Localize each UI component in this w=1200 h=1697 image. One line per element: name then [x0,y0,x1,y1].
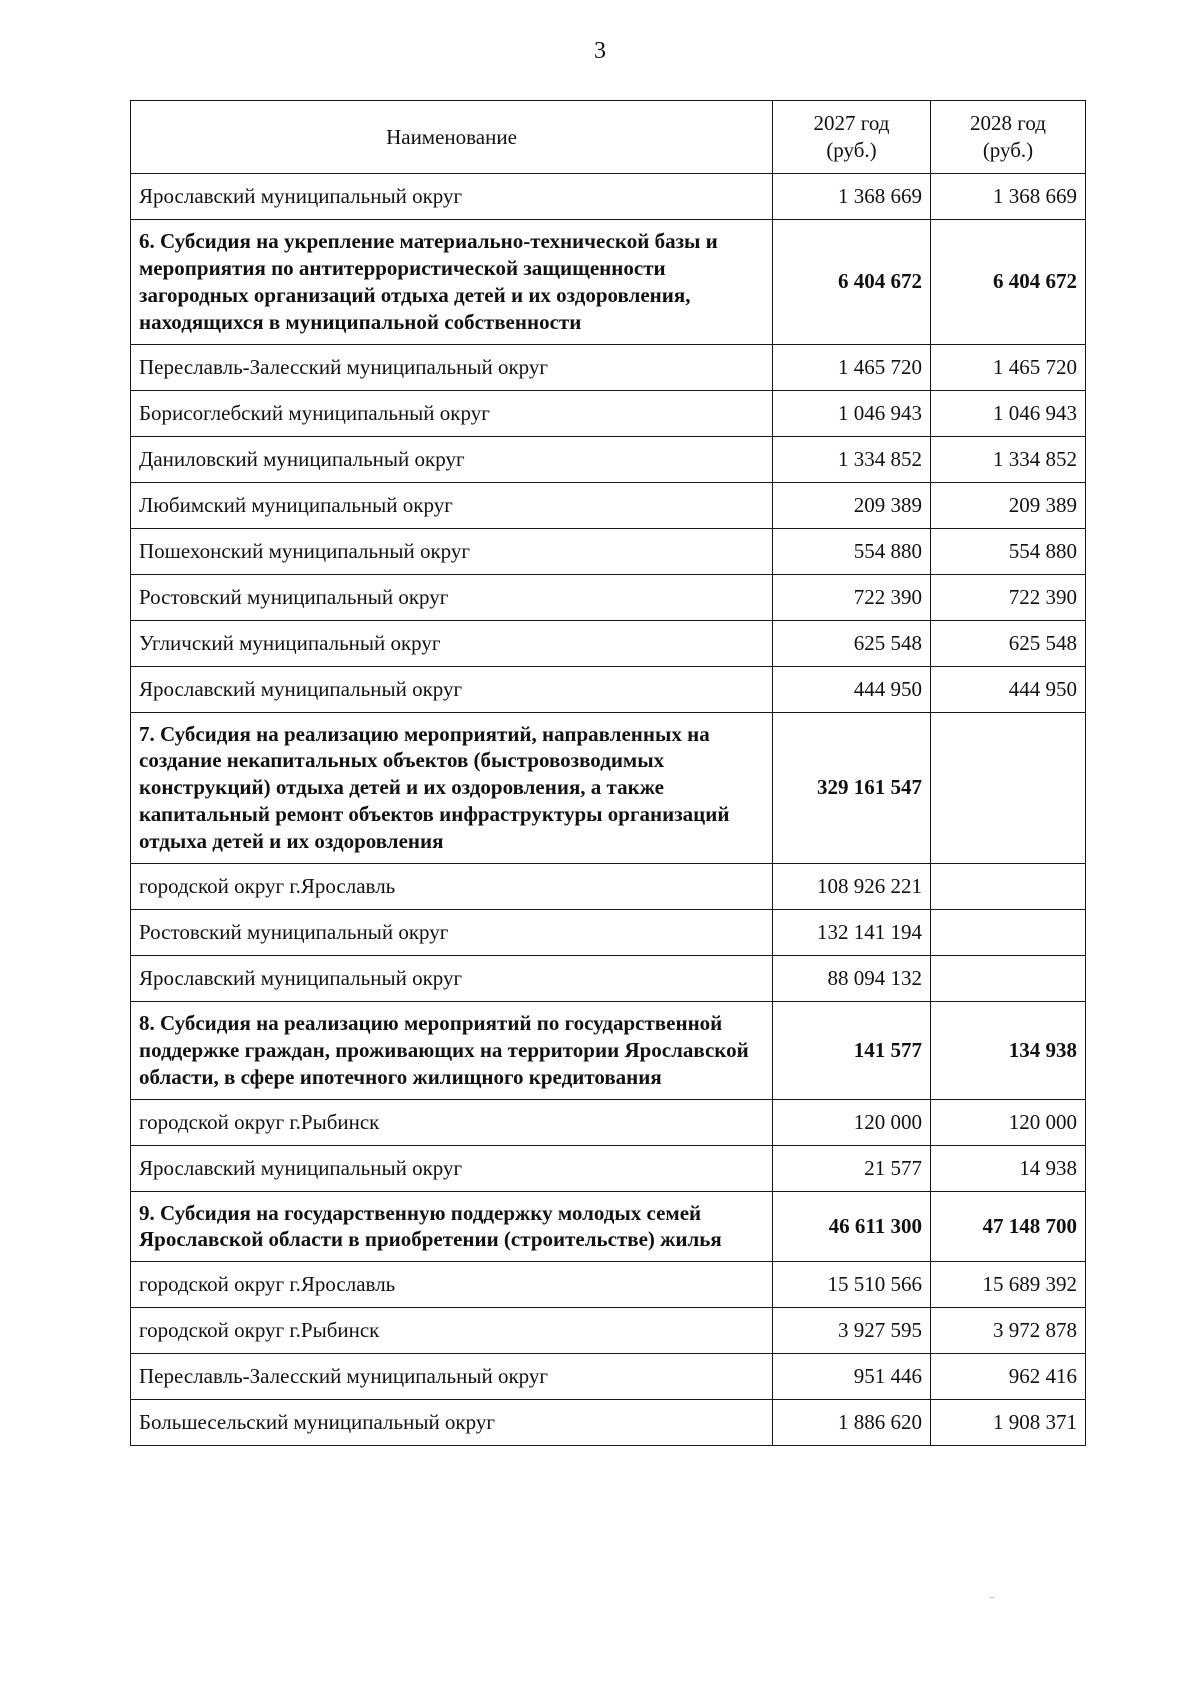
table-row [131,863,1086,909]
amount-2028: 1 046 943 [931,390,1086,436]
header-2027-year: 2027 год [813,111,890,136]
table-row [131,1354,1086,1400]
table-row [131,1099,1086,1145]
district-name: Переславль-Залесский муниципальный округ [131,1354,773,1400]
table-body [131,174,1086,1446]
district-name: Даниловский муниципальный округ [131,436,773,482]
header-2027 [773,101,931,174]
amount-2027: 1 334 852 [773,436,931,482]
district-name: Борисоглебский муниципальный округ [131,390,773,436]
amount-2027: 88 094 132 [773,955,931,1001]
district-name: Ростовский муниципальный округ [131,574,773,620]
amount-2028 [931,712,1086,863]
amount-2027: 21 577 [773,1145,931,1191]
district-name: Ярославский муниципальный округ [131,1145,773,1191]
table-row [131,390,1086,436]
header-2028-unit: (руб.) [982,138,1034,162]
amount-2027: 554 880 [773,528,931,574]
section-row [131,712,1086,863]
amount-2028: 120 000 [931,1099,1086,1145]
section-title: 9. Субсидия на государственную поддержку молодых семей Ярославской области в приобретении (строительстве) жилья [131,1191,773,1262]
subsidy-table [130,100,1086,1446]
amount-2028: 962 416 [931,1354,1086,1400]
amount-2028: 722 390 [931,574,1086,620]
amount-2027: 15 510 566 [773,1262,931,1308]
amount-2027: 141 577 [773,1001,931,1099]
table-row [131,1308,1086,1354]
scan-mark [990,1597,994,1598]
table-row [131,1262,1086,1308]
amount-2028 [931,863,1086,909]
amount-2028: 3 972 878 [931,1308,1086,1354]
district-name: Любимский муниципальный округ [131,482,773,528]
amount-2028: 1 368 669 [931,174,1086,220]
amount-2028: 47 148 700 [931,1191,1086,1262]
district-name: Ярославский муниципальный округ [131,666,773,712]
section-title: 6. Субсидия на укрепление материально-технической базы и мероприятия по антитеррористической защищенности загородных организаций отдыха детей и их оздоровления, находящихся в муниципальной собственности [131,220,773,345]
header-2027-unit: (руб.) [826,138,877,162]
amount-2027: 1 046 943 [773,390,931,436]
amount-2027: 1 465 720 [773,344,931,390]
table-row [131,436,1086,482]
amount-2028: 209 389 [931,482,1086,528]
table-row [131,1400,1086,1446]
amount-2028 [931,909,1086,955]
district-name: Пошехонский муниципальный округ [131,528,773,574]
amount-2027: 6 404 672 [773,220,931,345]
table-row [131,666,1086,712]
section-row [131,220,1086,345]
amount-2027: 46 611 300 [773,1191,931,1262]
amount-2028: 554 880 [931,528,1086,574]
amount-2027: 625 548 [773,620,931,666]
amount-2027: 1 886 620 [773,1400,931,1446]
amount-2028: 14 938 [931,1145,1086,1191]
amount-2027: 132 141 194 [773,909,931,955]
district-name: Ростовский муниципальный округ [131,909,773,955]
table-row [131,174,1086,220]
district-name: Угличский муниципальный округ [131,620,773,666]
amount-2028: 1 908 371 [931,1400,1086,1446]
header-2028-year: 2028 год [970,111,1046,136]
table-row [131,528,1086,574]
amount-2027: 209 389 [773,482,931,528]
table-row [131,482,1086,528]
section-title: 8. Субсидия на реализацию мероприятий по государственной поддержке граждан, проживающих на территории Ярославской области, в сфере ипотечного жилищного кредитования [131,1001,773,1099]
page-number: 3 [594,38,606,64]
table-row [131,1145,1086,1191]
section-title: 7. Субсидия на реализацию мероприятий, направленных на создание некапитальных объектов (быстровозводимых конструкций) отдыха детей и их оздоровления, а также капитальный ремонт объектов инфраструктуры организаций отдыха детей и их оздоровления [131,712,773,863]
table-row [131,620,1086,666]
table-row [131,574,1086,620]
amount-2028: 1 465 720 [931,344,1086,390]
amount-2028: 625 548 [931,620,1086,666]
amount-2027: 108 926 221 [773,863,931,909]
amount-2027: 329 161 547 [773,712,931,863]
table-row [131,955,1086,1001]
table-header-row [131,101,1086,174]
district-name: Большесельский муниципальный округ [131,1400,773,1446]
amount-2028 [931,955,1086,1001]
table-row [131,344,1086,390]
amount-2027: 722 390 [773,574,931,620]
header-2028 [931,101,1086,174]
amount-2027: 1 368 669 [773,174,931,220]
district-name: городской округ г.Рыбинск [131,1099,773,1145]
amount-2027: 120 000 [773,1099,931,1145]
district-name: городской округ г.Рыбинск [131,1308,773,1354]
amount-2028: 6 404 672 [931,220,1086,345]
header-name: Наименование [131,101,773,174]
district-name: городской округ г.Ярославль [131,1262,773,1308]
district-name: Переславль-Залесский муниципальный округ [131,344,773,390]
amount-2028: 134 938 [931,1001,1086,1099]
section-row [131,1001,1086,1099]
district-name: Ярославский муниципальный округ [131,955,773,1001]
amount-2027: 951 446 [773,1354,931,1400]
amount-2027: 444 950 [773,666,931,712]
district-name: Ярославский муниципальный округ [131,174,773,220]
amount-2028: 1 334 852 [931,436,1086,482]
section-row [131,1191,1086,1262]
table-row [131,909,1086,955]
amount-2028: 15 689 392 [931,1262,1086,1308]
amount-2027: 3 927 595 [773,1308,931,1354]
amount-2028: 444 950 [931,666,1086,712]
district-name: городской округ г.Ярославль [131,863,773,909]
